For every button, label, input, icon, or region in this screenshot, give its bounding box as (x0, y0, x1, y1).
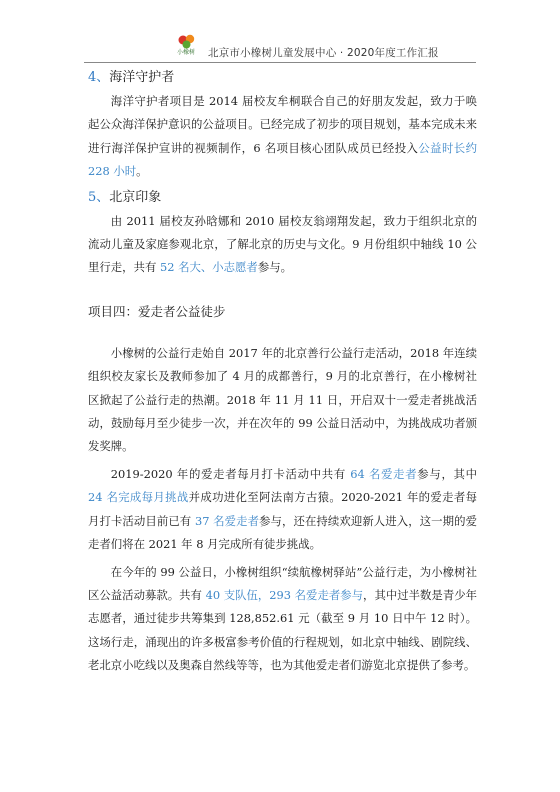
header-title: 北京市小橡树儿童发展中心 · 2020年度工作汇报 (208, 47, 439, 59)
section-4-paragraph: 海洋守护者项目是 2014 届校友牟桐联合自己的好朋友发起，致力于唤起公众海洋保护意识的公益项目。已经完成了初步的项目规划，基本完成未来进行海洋保护宣讲的视频制作，6 名项目核心团队成员已经投入公益时长约 228 小时。 (88, 94, 478, 179)
monthly-challenge-highlight: 24 名完成每月挑战 (88, 490, 189, 505)
walkers-64-highlight: 64 名爱走者 (350, 466, 418, 481)
volunteers-highlight: 52 名大、小志愿者 (159, 260, 258, 275)
header-divider (84, 62, 476, 63)
volunteer-hours-highlight: 公益时长约 228 小时 (88, 140, 477, 179)
page-body (88, 64, 477, 678)
project-4-heading: 项目四：爱走者公益徒步 (88, 303, 226, 319)
project-4-paragraph-3: 在今年的 99 公益日，小橡树组织“续航橡树驿站”公益行走，为小橡树社区公益活动募款。共有 40 支队伍，293 名爱走者参与，其中过半数是青少年志愿者，通过徒步共筹集到 128,852.61 元（截至 9 月 10 日中午 12 时）。这场行走，涌现出的许多极富参考价值的行程规划，如北京中轴线、剧院线、老北京小吃线以及奥森自然线等等，也为其他爱走者们游览北京提供了参考。 (88, 564, 477, 673)
oak-tree-logo-icon (175, 34, 209, 56)
svg-text:小橡树: 小橡树 (177, 49, 196, 56)
page-header (0, 0, 560, 64)
project-4-paragraph-2: 2019-2020 年的爱走者每月打卡活动中共有 64 名爱走者参与，其中 24 名完成每月挑战并成功进化至阿法南方古猿。2020-2021 年的爱走者每月打卡活动目前已有 37 名爱走者参与，还在持续欢迎新人进入，这一期的爱走者们将在 2021 年 8 月完成所有徒步挑战。 (88, 466, 477, 552)
section-4-heading: 4、海洋守护者 (88, 70, 175, 85)
project-4-paragraph-1: 小橡树的公益行走始自 2017 年的北京善行公益行走活动，2018 年连续组织校友家长及教师参加了 4 月的成都善行，9 月的北京善行，在小橡树社区掀起了公益行走的热潮。2018 年 11 月 11 日，开启双十一爱走者挑战活动，鼓励每月至少徒步一次，并在次年的 99 公益日活动中，为挑战成功者颁发奖牌。 (88, 345, 477, 454)
section-5-paragraph: 由 2011 届校友孙晗娜和 2010 届校友翁翊翔发起，致力于组织北京的流动儿童及家庭参观北京，了解北京的历史与文化。9 月份组织中轴线 10 公里行走，共有 52 名大、小志愿者参与。 (88, 213, 478, 275)
section-5-heading: 5、北京印象 (88, 189, 162, 205)
teams-walkers-highlight: 40 支队伍，293 名爱走者参与 (205, 587, 364, 602)
walkers-37-highlight: 37 名爱走者 (194, 513, 260, 528)
